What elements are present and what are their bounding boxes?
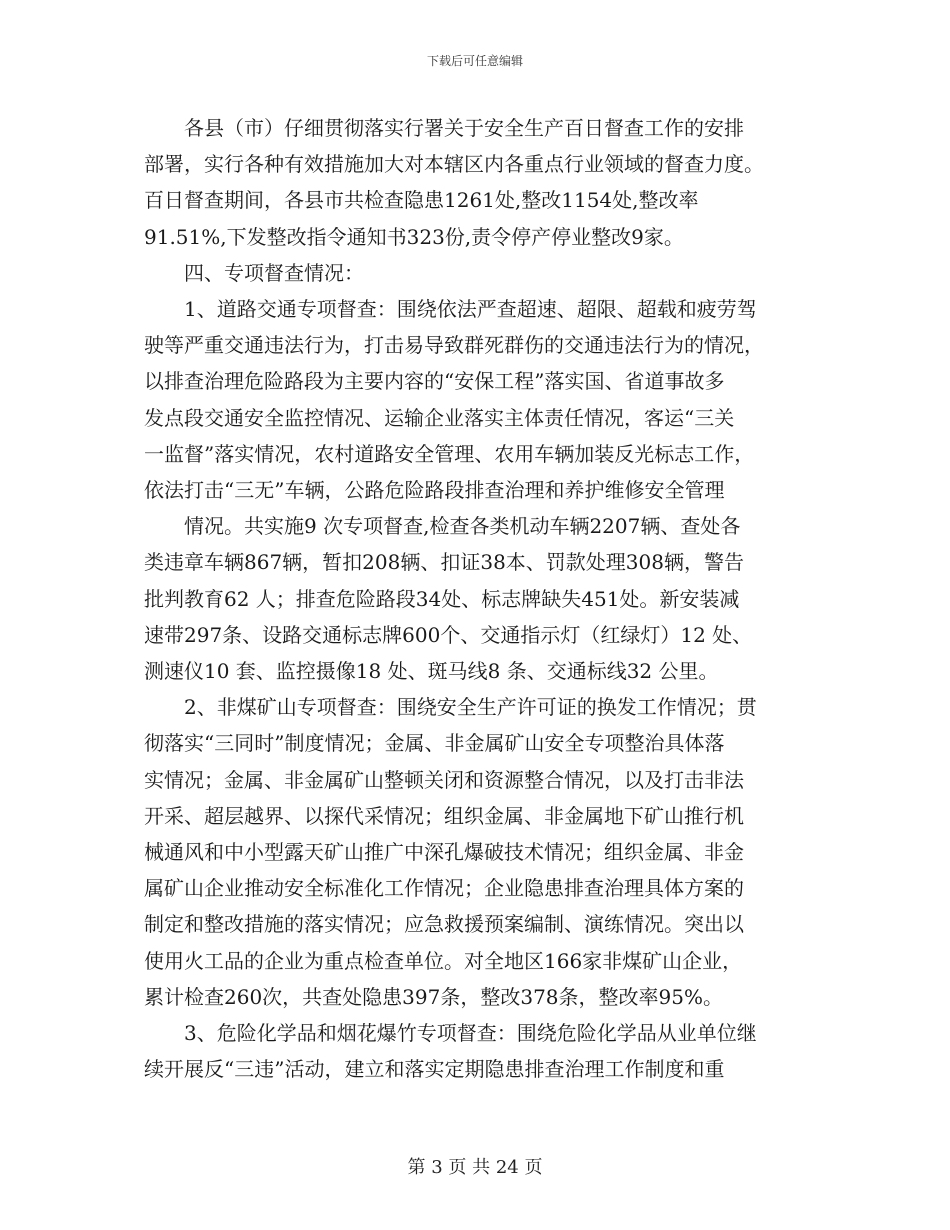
paragraph [144, 689, 806, 1015]
text-line: 制定和整改措施的落实情况；应急救援预案编制、演练情况。突出以 [144, 912, 744, 937]
text-line: 使用火工品的企业为重点检查单位。对全地区166家非煤矿山企业， [144, 948, 743, 973]
text-line: 情况。共实施9 次专项督查,检查各类机动车辆2207辆、查处各 [184, 514, 741, 539]
text-line: 91.51%,下发整改指令通知书323份,责令停产停业整改9家。 [144, 224, 684, 249]
paragraph [144, 255, 806, 291]
text-line: 各县（市）仔细贯彻落实行署关于安全生产百日督查工作的安排 [184, 116, 744, 140]
text-line: 发点段交通安全监控情况、运输企业落实主体责任情况，客运“三关 [144, 405, 735, 430]
text-line: 3、危险化学品和烟花爆竹专项督查：围绕危险化学品从业单位继 [184, 1021, 757, 1046]
text-line: 彻落实“三同时”制度情况；金属、非金属矿山安全专项整治具体落 [144, 731, 725, 756]
text-line: 续开展反“三违”活动，建立和落实定期隐患排查治理工作制度和重 [144, 1057, 725, 1082]
page-header: 下载后可任意编辑 [426, 54, 523, 68]
paragraph [144, 1015, 806, 1087]
text-line: 2、非煤矿山专项督查：围绕安全生产许可证的换发工作情况；贯 [184, 695, 757, 720]
text-line: 部署，实行各种有效措施加大对本辖区内各重点行业领域的督查力度。 [144, 152, 764, 177]
text-line: 类违章车辆867辆，暂扣208辆、扣证38本、罚款处理308辆，警告 [144, 550, 744, 575]
paragraph [144, 508, 806, 689]
text-line: 四、专项督查情况： [184, 260, 364, 285]
text-line: 1、道路交通专项督查：围绕依法严查超速、超限、超载和疲劳驾 [184, 297, 757, 322]
text-line: 速带297条、设路交通标志牌600个、交通指示灯（红绿灯）12 处、 [144, 622, 753, 647]
document-body [144, 110, 806, 1087]
text-line: 累计检查260次，共查处隐患397条，整改378条，整改率95%。 [144, 984, 723, 1009]
text-line: 属矿山企业推动安全标准化工作情况；企业隐患排查治理具体方案的 [144, 876, 744, 901]
text-line: 驶等严重交通违法行为，打击易导致群死群伤的交通违法行为的情况， [144, 333, 764, 358]
text-line: 依法打击“三无”车辆，公路危险路段排查治理和养护维修安全管理 [144, 478, 725, 503]
page-number: 第 3 页 共 24 页 [407, 1157, 543, 1178]
text-line: 百日督查期间，各县市共检查隐患1261处,整改1154处,整改率 [144, 188, 699, 213]
text-line: 一监督”落实情况，农村道路安全管理、农用车辆加装反光标志工作， [144, 441, 755, 466]
text-line: 开采、超层越界、以探代采情况；组织金属、非金属地下矿山推行机 [144, 803, 744, 828]
text-line: 实情况；金属、非金属矿山整顿关闭和资源整合情况，以及打击非法 [144, 767, 744, 792]
text-line: 以排查治理危险路段为主要内容的“安保工程”落实国、省道事故多 [144, 369, 725, 394]
paragraph [144, 110, 806, 255]
paragraph [144, 291, 806, 508]
text-line: 批判教育62 人；排查危险路段34处、标志牌缺失451处。新安装减 [144, 586, 740, 611]
text-line: 测速仪10 套、监控摄像18 处、斑马线8 条、交通标线32 公里。 [144, 659, 719, 684]
text-line: 械通风和中小型露天矿山推广中深孔爆破技术情况；组织金属、非金 [144, 840, 744, 865]
